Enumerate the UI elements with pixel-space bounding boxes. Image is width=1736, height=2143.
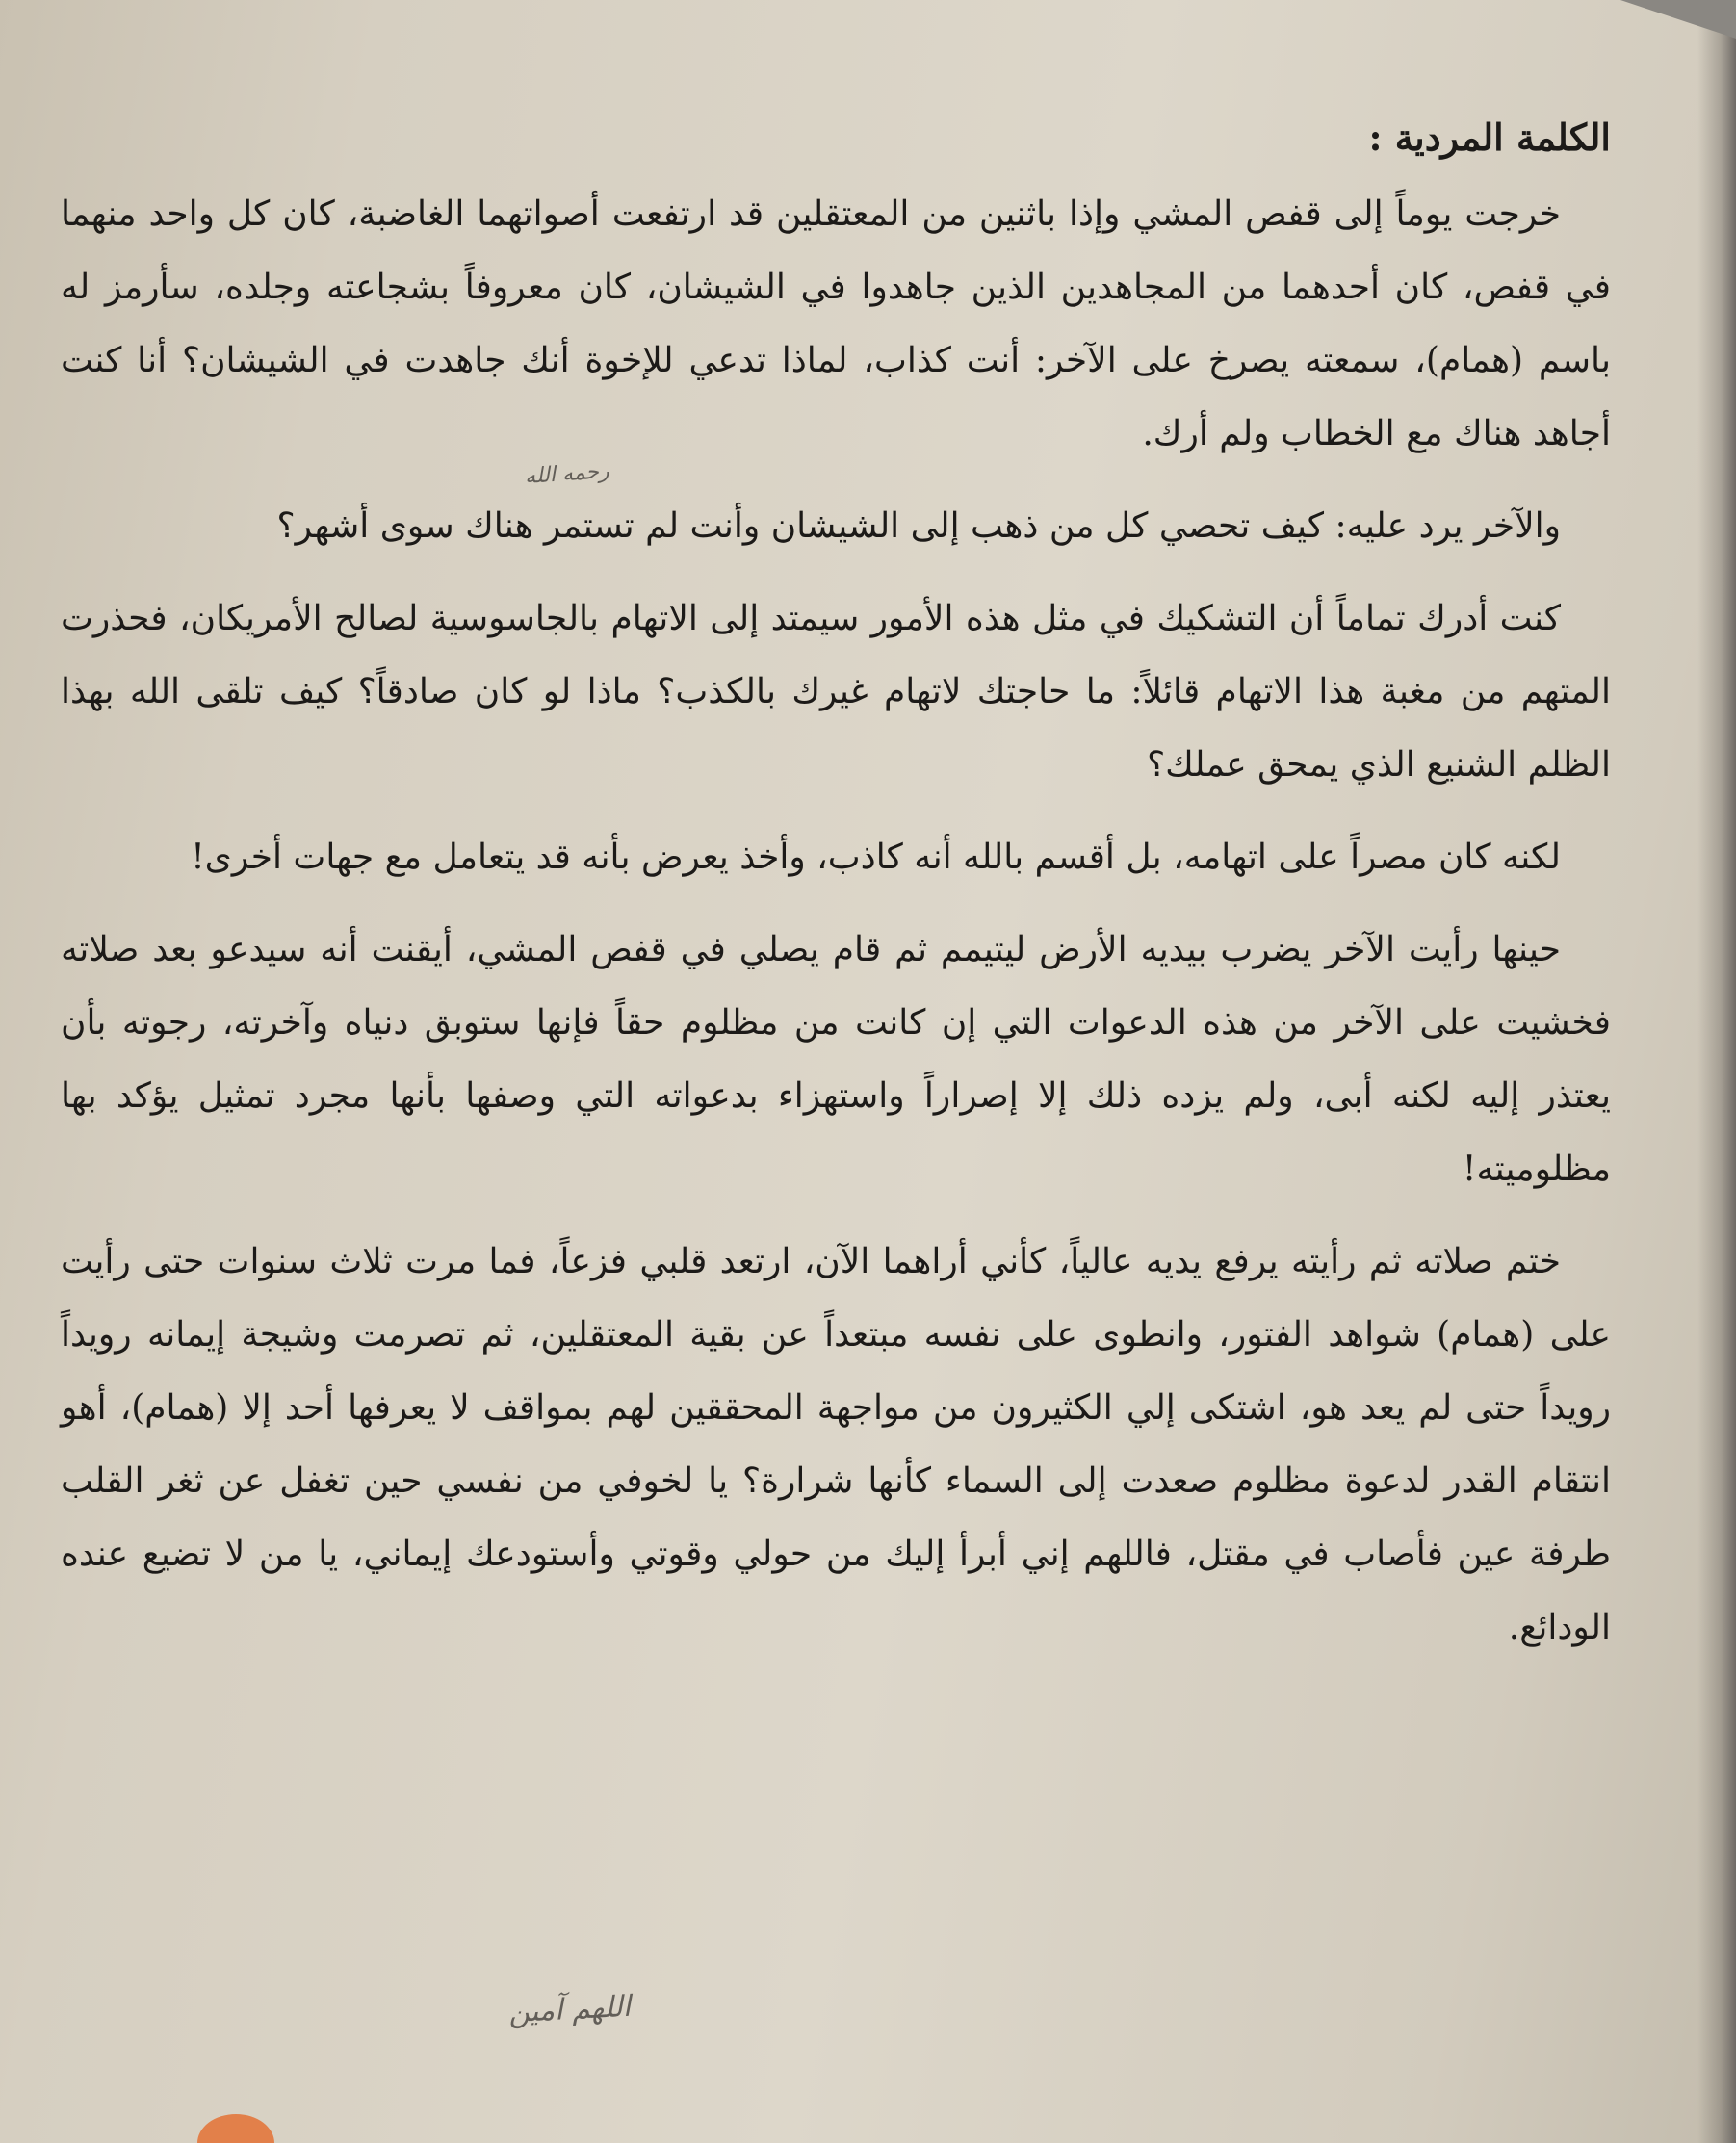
paragraph-5: حينها رأيت الآخر يضرب بيديه الأرض ليتيمم ثم قام يصلي في قفص المشي، أيقنت أنه سيدعو بعد صلاته فخشيت على الآخر من هذه الدعوات التي إن كانت من مظلوم حقاً فإنها ستوبق دنياه وآخرته، رجوته بأن يعتذر إليه لكنه أبى، ولم يزده ذلك إلا إصراراً واستهزاء بدعواته التي وصفها بأنها مجرد تمثيل يؤكد بها مظلوميته! xyxy=(61,930,1611,1189)
paragraph-4: لكنه كان مصراً على اتهامه، بل أقسم بالله أنه كاذب، وأخذ يعرض بأنه قد يتعامل مع جهات أخرى! xyxy=(191,838,1561,877)
section-title: الكلمة المردية : xyxy=(1368,116,1611,159)
page-corner xyxy=(1620,0,1736,39)
paragraph-2: والآخر يرد عليه: كيف تحصي كل من ذهب إلى الشيشان وأنت لم تستمر هناك سوى أشهر؟ xyxy=(276,506,1561,546)
paragraph-1: خرجت يوماً إلى قفص المشي وإذا باثنين من المعتقلين قد ارتفعت أصواتهما الغاضبة، كان كل واحد منهما في قفص، كان أحدهما من المجاهدين الذين جاهدوا في الشيشان، كان معروفاً بشجاعته وجلده، سأرمز له باسم (همام)، سمعته يصرخ على الآخر: أنت كذاب، لماذا تدعي للإخوة أنك جاهدت في الشيشان؟ أنا كنت أجاهد هناك مع الخطاب ولم أرك. xyxy=(61,194,1611,453)
paragraph-6: ختم صلاته ثم رأيته يرفع يديه عالياً، كأني أراهما الآن، ارتعد قلبي فزعاً، فما مرت ثلاث سنوات حتى رأيت على (همام) شواهد الفتور، وانطوى على نفسه مبتعداً عن بقية المعتقلين، ثم تصرمت وشيجة إيمانه رويداً رويداً حتى لم يعد هو، اشتكى إلي الكثيرون من مواجهة المحققين لهم بمواقف لا يعرفها أحد إلا (همام)، أهو انتقام القدر لدعوة مظلوم صعدت إلى السماء كأنها شرارة؟ يا لخوفي من نفسي حين تغفل عن ثغر القلب طرفة عين فأصاب في مقتل، فاللهم إني أبرأ إليك من حولي وقوتي وأستودعك إيماني، يا من لا تضيع عنده الودائع. xyxy=(61,1242,1611,1647)
orange-object-corner xyxy=(197,2114,274,2143)
paragraph-3: كنت أدرك تماماً أن التشكيك في مثل هذه الأمور سيمتد إلى الاتهام بالجاسوسية لصالح الأمريكان، فحذرت المتهم من مغبة هذا الاتهام قائلاً: ما حاجتك لاتهام غيرك بالكذب؟ ماذا لو كان صادقاً؟ كيف تلقى الله بهذا الظلم الشنيع الذي يمحق عملك؟ xyxy=(61,599,1611,785)
handwritten-note-bottom: اللهم آمين xyxy=(507,1989,632,2030)
handwritten-note-top: رحمه الله xyxy=(524,458,610,490)
page-content xyxy=(61,101,1611,1684)
page-edge-shadow xyxy=(1697,0,1736,2143)
